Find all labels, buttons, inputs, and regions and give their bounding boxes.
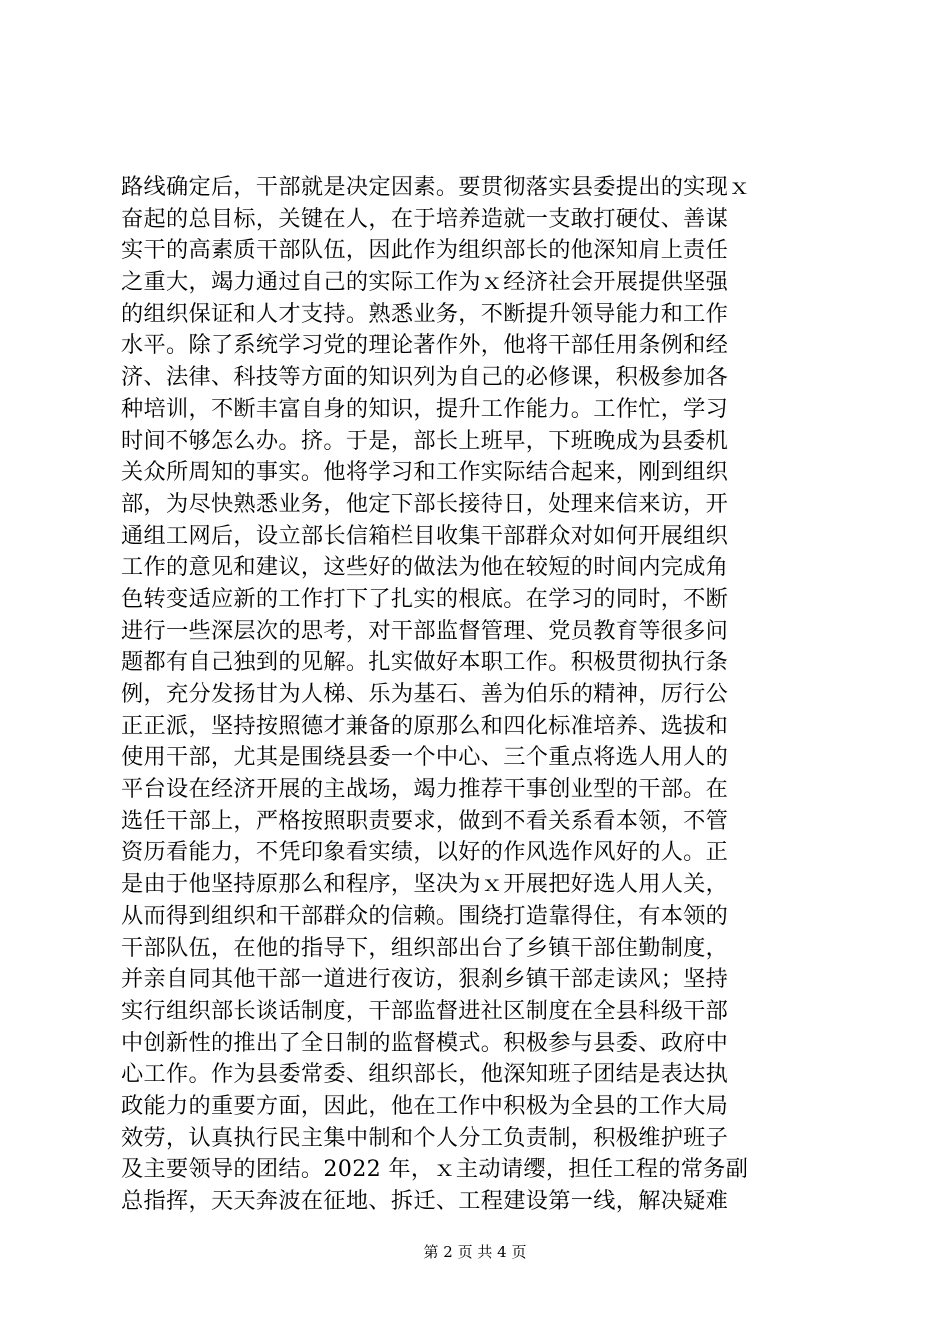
text-line: 并亲自同其他干部一道进行夜访，狠刹乡镇干部走读风；坚持 — [121, 966, 729, 993]
text-line: 是由于他坚持原那么和程序，坚决为ｘ开展把好选人用人关， — [121, 871, 729, 898]
text-line: 干部队伍，在他的指导下，组织部出台了乡镇干部住勤制度， — [121, 934, 729, 961]
text-line: 资历看能力，不凭印象看实绩，以好的作风选作风好的人。正 — [121, 839, 729, 866]
text-line: 时间不够怎么办。挤。于是，部长上班早，下班晚成为县委机 — [121, 427, 729, 454]
text-line: 进行一些深层次的思考，对干部监督管理、党员教育等很多问 — [121, 617, 729, 644]
text-line: 正正派，坚持按照德才兼备的原那么和四化标准培养、选拔和 — [121, 712, 729, 739]
text-line: 部，为尽快熟悉业务，他定下部长接待日，处理来信来访，开 — [121, 490, 729, 517]
text-line: 效劳，认真执行民主集中制和个人分工负责制，积极维护班子 — [121, 1124, 729, 1151]
text-line: 水平。除了系统学习党的理论著作外，他将干部任用条例和经 — [121, 332, 729, 359]
text-line: 使用干部，尤其是围绕县委一个中心、三个重点将选人用人的 — [121, 744, 729, 771]
text-line: 路线确定后，干部就是决定因素。要贯彻落实县委提出的实现ｘ — [121, 174, 751, 200]
text-line: 平台设在经济开展的主战场，竭力推荐干事创业型的干部。在 — [121, 776, 729, 803]
page-footer: 第 2 页 共 4 页 — [423, 1243, 527, 1261]
text-line: 工作的意见和建议，这些好的做法为他在较短的时间内完成角 — [121, 554, 729, 581]
text-line: 种培训，不断丰富自身的知识，提升工作能力。工作忙，学习 — [121, 395, 729, 422]
body-paragraph — [121, 172, 841, 1218]
text-line: 关众所周知的事实。他将学习和工作实际结合起来，刚到组织 — [121, 459, 729, 486]
text-line: 及主要领导的团结。2022 年，ｘ主动请缨，担任工程的常务副 — [121, 1156, 749, 1183]
text-line: 中创新性的推出了全日制的监督模式。积极参与县委、政府中 — [121, 1029, 729, 1056]
text-line: 政能力的重要方面，因此，他在工作中积极为全县的工作大局 — [121, 1092, 729, 1119]
text-line: 济、法律、科技等方面的知识列为自己的必修课，积极参加各 — [121, 364, 729, 391]
text-line: 总指挥，天天奔波在征地、拆迁、工程建设第一线，解决疑难 — [121, 1188, 729, 1214]
text-line: 从而得到组织和干部群众的信赖。围绕打造靠得住，有本领的 — [121, 902, 729, 929]
text-line: 通组工网后，设立部长信箱栏目收集干部群众对如何开展组织 — [121, 522, 729, 549]
text-line: 奋起的总目标，关键在人，在于培养造就一支敢打硬仗、善谋 — [121, 205, 729, 232]
text-line: 之重大，竭力通过自己的实际工作为ｘ经济社会开展提供坚强 — [121, 269, 729, 296]
text-line: 色转变适应新的工作打下了扎实的根底。在学习的同时，不断 — [121, 585, 729, 612]
text-line: 题都有自己独到的见解。扎实做好本职工作。积极贯彻执行条 — [121, 649, 729, 676]
text-line: 实行组织部长谈话制度，干部监督进社区制度在全县科级干部 — [121, 997, 729, 1024]
text-line: 例，充分发扬甘为人梯、乐为基石、善为伯乐的精神，厉行公 — [121, 681, 729, 707]
text-line: 实干的高素质干部队伍，因此作为组织部长的他深知肩上责任 — [121, 237, 729, 264]
text-line: 心工作。作为县委常委、组织部长，他深知班子团结是表达执 — [121, 1061, 729, 1088]
text-line: 选任干部上，严格按照职责要求，做到不看关系看本领，不管 — [121, 807, 729, 834]
text-line: 的组织保证和人才支持。熟悉业务，不断提升领导能力和工作 — [121, 300, 729, 327]
